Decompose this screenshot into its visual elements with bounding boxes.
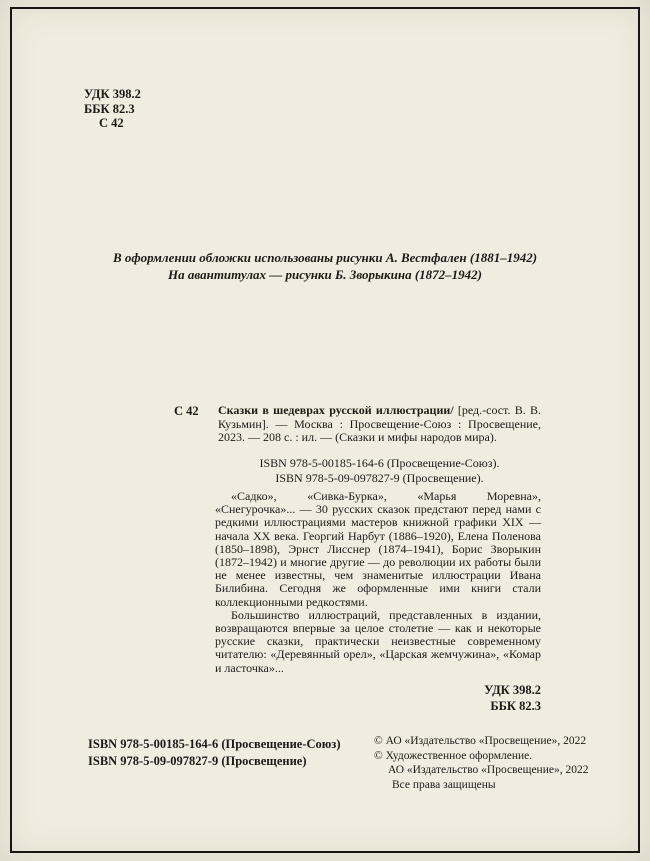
copyright-line-4: Все права защищены <box>392 778 496 791</box>
copyright-line-2: © Художественное оформление. <box>374 749 533 762</box>
annotation-paragraph-1: «Садко», «Сивка-Бурка», «Марья Моревна», «Снегурочка»... — 30 русских сказок предстают перед нами с редкими иллюстрациями мастеров книжной графики XIX — начала XX века. Георгий Нарбут (1886–1920), Елена Поленова (1850–1898), Эрнст Лисснер (1874–1941), Борис Зворыкин (1872–1942) и многие другие — до революции их работы были не менее известны, чем знаменитые иллюстрации Ивана Билибина. Сегодня же оформленные ими книги стали коллекционными редкостями. <box>215 489 541 609</box>
isbn-line-1: ISBN 978-5-00185-164-6 (Просвещение-Союз). <box>259 456 500 470</box>
bottom-classification-codes <box>340 683 541 714</box>
footer-isbn-block <box>88 736 341 769</box>
bottom-bbk-code: ББК 82.3 <box>490 698 541 713</box>
top-classification-codes <box>84 87 141 131</box>
annotation-paragraph-2: Большинство иллюстраций, представленных в издании, возвращаются впервые за целое столетие — как и некоторые русские сказки, практически неизвестные современному читателю: «Деревянный орел», «Царская жемчужина», «Комар и ласточка»... <box>215 607 541 675</box>
footer-isbn-line-1: ISBN 978-5-00185-164-6 (Просвещение-Союз) <box>88 737 341 751</box>
footer-isbn-line-2: ISBN 978-5-09-097827-9 (Просвещение) <box>88 753 307 768</box>
bbk-code: ББК 82.3 <box>84 101 135 116</box>
cover-design-note-line1: В оформлении обложки использованы рисунки А. Вестфален (1881–1942) <box>112 250 538 265</box>
cover-design-note <box>0 249 650 283</box>
udk-code: УДК 398.2 <box>84 87 141 101</box>
catalog-entry <box>218 404 541 445</box>
isbn-block <box>218 456 541 485</box>
cover-design-note-line2: На авантитулах — рисунки Б. Зворыкина (1872–1942) <box>168 267 482 282</box>
copyright-line-3: АО «Издательство «Просвещение», 2022 <box>388 764 589 776</box>
annotation <box>215 490 541 675</box>
copyright-block <box>374 734 588 792</box>
bottom-udk-code: УДК 398.2 <box>484 683 541 697</box>
copyright-line-1: © АО «Издательство «Просвещение», 2022 <box>374 735 587 747</box>
catalog-entry-details: [ред.-сост. В. В. Кузьмин]. — Москва : Просвещение-Союз : Просвещение, 2023. — 208 с. : ил. — (Сказки и мифы народов мира). <box>218 403 541 445</box>
catalog-entry-code: С 42 <box>174 404 199 418</box>
isbn-line-2: ISBN 978-5-09-097827-9 (Просвещение). <box>275 470 484 485</box>
book-title: Сказки в шедеврах русской иллюстрации/ <box>218 403 454 417</box>
catalog-letter-code: С 42 <box>99 116 124 130</box>
